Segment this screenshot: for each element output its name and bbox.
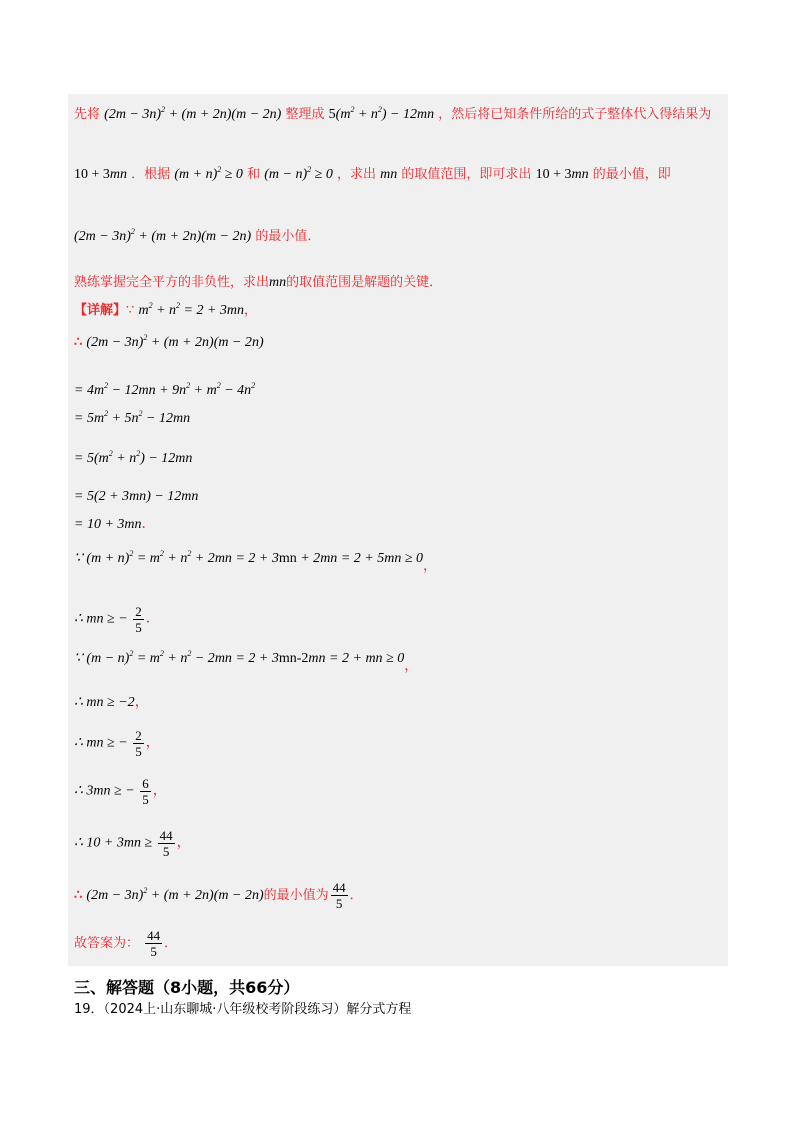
answer-label: 故答案为： xyxy=(74,936,140,951)
because-symbol: ∵ xyxy=(126,303,135,318)
punctuation: ， xyxy=(244,303,258,318)
answer-fraction: $\frac{44}{5}$ xyxy=(332,880,346,911)
result-expression: 10 + 3mn xyxy=(74,167,128,182)
therefore-symbol: ∴ xyxy=(74,888,83,903)
step-3: = $5(m^2 + n^2) - 12mn$ xyxy=(74,449,193,466)
analysis-text: 的最小值． xyxy=(255,229,321,244)
analysis-text: ，求出 xyxy=(336,167,376,182)
analysis-text: ．根据 xyxy=(131,167,171,182)
therefore-line-4: ∴ 3mn ≥ − $\frac{6}{5}$ ， xyxy=(74,776,167,807)
key-point-text: 的取值范围是解题的关键． xyxy=(286,275,443,290)
analysis-text: ，然后将已知条件所给的式子整体代入得结果为 xyxy=(438,107,712,122)
given-equation: $m^2 + n^2 = 2 + 3mn$ xyxy=(138,301,245,318)
therefore-symbol: ∴ xyxy=(74,335,83,350)
analysis-line-3 xyxy=(74,228,320,246)
analysis-text: 的取值范围，即可求出 xyxy=(401,167,532,182)
analysis-line-1 xyxy=(74,106,711,124)
analysis-line-2 xyxy=(74,166,671,184)
rewrite-expression: $5(m^2 + n^2) - 12mn$ xyxy=(328,105,435,122)
key-point-line xyxy=(74,274,442,292)
therefore-line-1: ∴ mn ≥ − $\frac{2}{5}$ ． xyxy=(74,604,160,635)
because-line-1: ∵ $(m + n)^2 = m^2 + n^2 + 2mn = 2 + 3mn + 2mn = 2 + 5mn \ge 0$， xyxy=(74,549,438,574)
conclusion-text: 的最小值为 xyxy=(263,888,329,903)
because-line-2: ∵ $(m - n)^2 = m^2 + n^2 - 2mn = 2 + 3mn-2mn = 2$ + mn ≥ 0， xyxy=(74,649,419,674)
punctuation: ． xyxy=(164,936,178,951)
mn-symbol: mn xyxy=(380,167,398,182)
main-expression: $(2m - 3n)^2 + (m + 2n)(m - 2n)$ xyxy=(86,886,264,903)
conclusion-line xyxy=(74,880,363,911)
analysis-text: 整理成 xyxy=(285,107,325,122)
result-expression-2: 10 + 3mn xyxy=(535,167,589,182)
mn-symbol: mn xyxy=(269,275,287,290)
key-point-text: 熟练掌握完全平方的非负性，求出 xyxy=(74,275,270,290)
therefore-line-5: ∴ 10 + 3mn ≥ $\frac{44}{5}$ ， xyxy=(74,828,191,859)
answer-fraction: $\frac{44}{5}$ xyxy=(147,928,161,959)
inequality-1: $(m + n)^2 \ge 0$ xyxy=(174,165,243,182)
analysis-text: 先将 xyxy=(74,107,101,122)
detail-line xyxy=(74,302,257,320)
step-1: = $4m^2 - 12mn + 9n^2 + m^2 - 4n^2$ xyxy=(74,381,256,398)
step-4: = 5(2 + 3mn) − 12mn xyxy=(74,489,199,504)
main-expression: $(2m - 3n)^2 + (m + 2n)(m - 2n)$ xyxy=(86,333,264,350)
inequality-2: $(m - n)^2 \ge 0$ xyxy=(264,165,333,182)
main-expression: $(2m - 3n)^2 + (m + 2n)(m - 2n)$ xyxy=(74,227,252,244)
step-5: = 10 + 3mn． xyxy=(74,517,156,532)
analysis-text: 的最小值，即 xyxy=(592,167,671,182)
step-2: = $5m^2 + 5n^2 - 12mn$ xyxy=(74,409,191,426)
punctuation: ． xyxy=(349,888,363,903)
question-19: 19．（2024上·山东聊城·八年级校考阶段练习）解分式方程 xyxy=(74,1002,412,1017)
therefore-line-2: ∴ mn ≥ −2， xyxy=(74,695,149,710)
answer-line xyxy=(74,928,177,959)
detail-label: 【详解】 xyxy=(74,303,127,318)
therefore-line-3: ∴ mn ≥ − $\frac{2}{5}$ ， xyxy=(74,728,160,759)
main-expression: $(2m - 3n)^2 + (m + 2n)(m - 2n)$ xyxy=(104,105,282,122)
analysis-text: 和 xyxy=(247,167,261,182)
section-heading: 三、解答题（8小题，共66分） xyxy=(74,978,300,997)
therefore-line xyxy=(74,334,264,352)
